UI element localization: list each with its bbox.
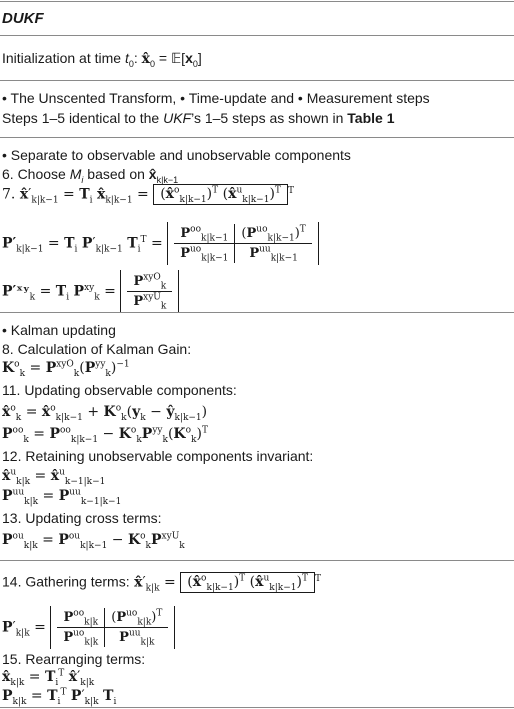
separate-rule bbox=[0, 312, 514, 313]
pxy-eq: P′ˣʸ$_k$ = $T_i$ $P^{xy}_k$ = $P^{xyO}_k$ $P^{xyU}_k$ bbox=[2, 270, 179, 313]
title-rule bbox=[0, 35, 514, 36]
p-gather-matrix: $P^{oo}_{k|k}$ $(P^{uo}_{k|k})^T$ $P^{uo}_{k|k}$ $P^{uu}_{k|k}$ bbox=[50, 606, 175, 649]
puu-keep-eq: $P^{uu}_{k|k} = P^{uu}_{k-1|k-1}$ bbox=[2, 487, 122, 507]
steps-rule bbox=[0, 137, 514, 138]
kalman-gain-eq: $K^o_k = P^{xyO}_k(P^{yy}_k)^{-1}$ bbox=[2, 359, 130, 379]
step-11: 11. Updating observable components: bbox=[2, 382, 237, 398]
step-7-eq: 7. $x̂'_{k|k-1} = T_i$ $x̂_{k|k-1}$ = (x̂$^o_{k|k-1}$)$^T$ (x̂$^u_{k|k-1}$)$^T$ $^T$ bbox=[2, 185, 294, 206]
step-12: 12. Retaining unobservable components invariant: bbox=[2, 448, 314, 464]
p-prime-matrix: $P^{oo}_{k|k-1}$ $(P^{uo}_{k|k-1})^T$ $P^{uo}_{k|k-1}$ $P^{uu}_{k|k-1}$ bbox=[167, 222, 319, 265]
kalman-rule bbox=[0, 560, 514, 561]
p-rearr-eq: $P_{k|k} = T_i^T$ $P'_{k|k}$ $T_i$ bbox=[2, 687, 117, 707]
step-8: 8. Calculation of Kalman Gain: bbox=[2, 341, 192, 357]
step-6: 6. Choose $M_i$ based on $x̂_{k|k-1}$ bbox=[2, 166, 179, 185]
xu-keep-eq: x̂$^u_{k|k}$ = x̂$^u_{k-1|k-1}$ bbox=[2, 467, 106, 487]
bottom-rule bbox=[0, 707, 514, 708]
kalman-header: • Kalman updating bbox=[2, 322, 116, 338]
steps-note: Steps 1–5 identical to the UKF’s 1–5 steps as shown in Table 1 bbox=[2, 110, 395, 126]
step-14-eq: 14. Gathering terms: $x̂'_{k|k}$ = (x̂$^o_{k|k-1}$)$^T$ (x̂$^u_{k|k-1}$)$^T$ $^T$ bbox=[2, 573, 321, 594]
top-rule bbox=[0, 1, 514, 2]
steps-header: • The Unscented Transform, • Time-update and • Measurement steps bbox=[2, 90, 430, 106]
init-line: Initialization at time $t_0$: $x̂_0$ = $𝔼[x_0]$ bbox=[2, 50, 202, 69]
p-gather-eq: $P'_{k|k}$ = $P^{oo}_{k|k}$ $(P^{uo}_{k|k})^T$ $P^{uo}_{k|k}$ $P^{uu}_{k|k}$ bbox=[2, 606, 175, 649]
p-update-eq: $P^{oo}_k = P^{oo}_{k|k-1} - K^o_kP^{yy}_k(K^o_k)^T$ bbox=[2, 425, 208, 445]
x-rearr-eq: $x̂_{k|k} = T_i^T$ $x̂'_{k|k}$ bbox=[2, 668, 95, 688]
x-update-eq: x̂$^o_k$ = x̂$^o_{k|k-1}$ + $K^o_k(y_k$ − $ŷ_{k|k-1}$) bbox=[2, 403, 208, 423]
pou-update-eq: $P^{ou}_{k|k} = P^{ou}_{k|k-1} - K^o_kP^{xyU}_k$ bbox=[2, 531, 185, 551]
p-prime-eq: $P'_{k|k-1} = T_i$ $P'_{k|k-1}$ $T_i^T$ = $P^{oo}_{k|k-1}$ $(P^{uo}_{k|k-1})^T$ $P^{uo}_{k|k-1}$ $P^{uu}_{k|k-1}$ bbox=[2, 222, 319, 265]
step-15: 15. Rearranging terms: bbox=[2, 651, 146, 667]
init-rule bbox=[0, 80, 514, 81]
algorithm-title: DUKF bbox=[2, 10, 44, 27]
separate-header: • Separate to observable and unobservable components bbox=[2, 147, 351, 163]
pxy-matrix: $P^{xyO}_k$ $P^{xyU}_k$ bbox=[120, 270, 179, 313]
step-13: 13. Updating cross terms: bbox=[2, 510, 162, 526]
